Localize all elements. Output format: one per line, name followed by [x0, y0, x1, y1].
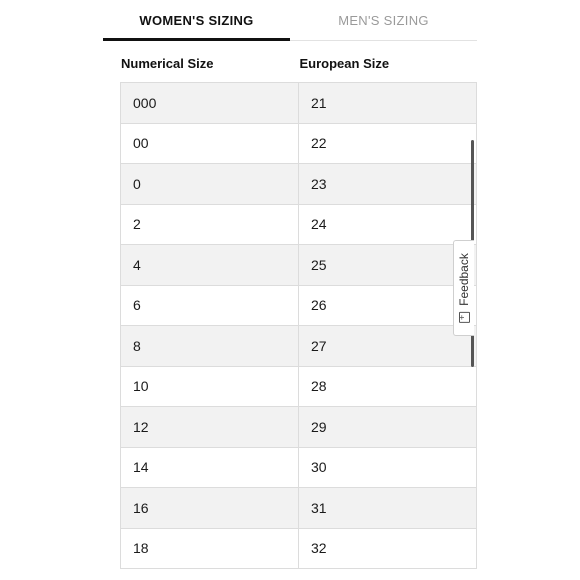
numerical-size-cell: 4 — [120, 245, 298, 285]
numerical-size-cell: 2 — [120, 205, 298, 245]
european-size-cell: 29 — [298, 407, 477, 447]
table-row — [120, 245, 477, 286]
table-body — [120, 82, 477, 569]
header-numerical-size: Numerical Size — [121, 56, 214, 71]
table-row — [120, 286, 477, 327]
table-row — [120, 448, 477, 489]
table-row — [120, 83, 477, 124]
feedback-label: Feedback — [457, 253, 471, 306]
numerical-size-cell: 18 — [120, 529, 298, 569]
numerical-size-cell: 8 — [120, 326, 298, 366]
size-conversion-table — [120, 45, 477, 569]
header-european-size: European Size — [299, 56, 390, 71]
european-size-cell: 26 — [298, 286, 477, 326]
feedback-content — [457, 253, 471, 323]
table-row — [120, 529, 477, 570]
numerical-size-cell: 0 — [120, 164, 298, 204]
numerical-size-cell: 10 — [120, 367, 298, 407]
european-size-cell: 27 — [298, 326, 477, 366]
european-size-cell: 30 — [298, 448, 477, 488]
european-size-cell: 25 — [298, 245, 477, 285]
table-row — [120, 407, 477, 448]
sizing-tabs — [103, 0, 477, 41]
feedback-icon — [459, 312, 470, 323]
table-row — [120, 488, 477, 529]
european-size-cell: 28 — [298, 367, 477, 407]
numerical-size-cell: 14 — [120, 448, 298, 488]
european-size-cell: 32 — [298, 529, 477, 569]
size-chart-panel — [103, 0, 477, 580]
european-size-cell: 24 — [298, 205, 477, 245]
european-size-cell: 23 — [298, 164, 477, 204]
table-header — [120, 45, 477, 82]
numerical-size-cell: 6 — [120, 286, 298, 326]
table-row — [120, 124, 477, 165]
numerical-size-cell: 00 — [120, 124, 298, 164]
feedback-button[interactable] — [453, 240, 474, 336]
table-row — [120, 164, 477, 205]
table-row — [120, 205, 477, 246]
european-size-cell: 22 — [298, 124, 477, 164]
european-size-cell: 21 — [298, 83, 477, 123]
table-row — [120, 326, 477, 367]
tab-mens-sizing[interactable]: MEN'S SIZING — [338, 12, 429, 28]
table-row — [120, 367, 477, 408]
numerical-size-cell: 000 — [120, 83, 298, 123]
tab-womens-sizing[interactable]: WOMEN'S SIZING — [103, 0, 290, 40]
numerical-size-cell: 12 — [120, 407, 298, 447]
european-size-cell: 31 — [298, 488, 477, 528]
numerical-size-cell: 16 — [120, 488, 298, 528]
